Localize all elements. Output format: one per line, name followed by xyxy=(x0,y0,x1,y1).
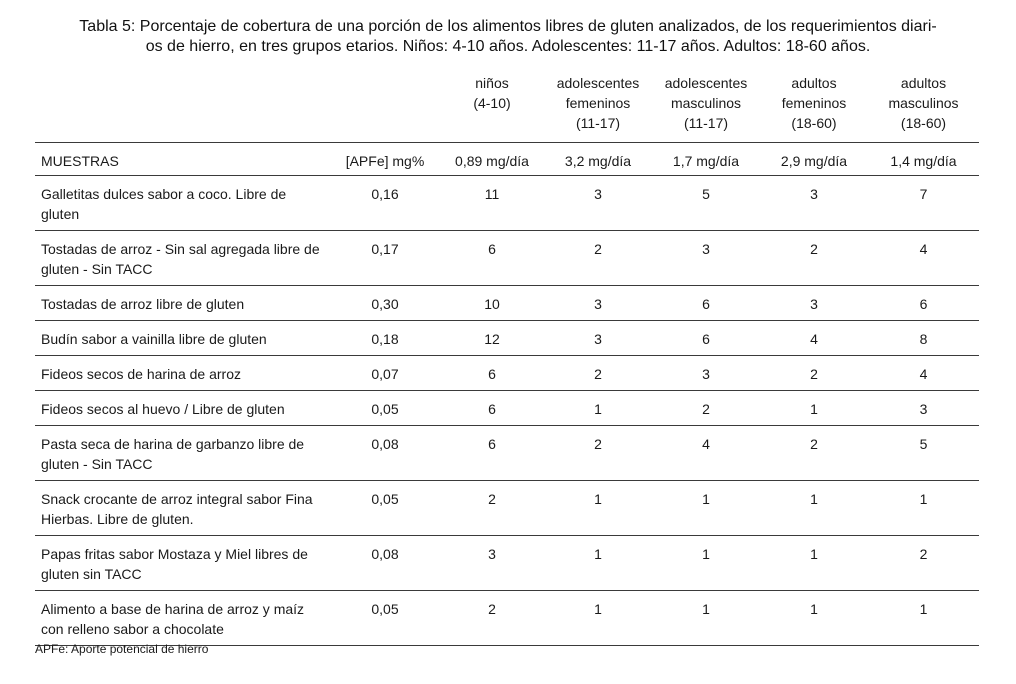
coverage-value: 2 xyxy=(760,231,868,286)
apfe-value: 0,30 xyxy=(330,286,440,321)
header-line: (18-60) xyxy=(791,115,837,131)
header-empty-apfe xyxy=(330,68,440,143)
table-row xyxy=(35,231,979,286)
coverage-value: 6 xyxy=(652,321,760,356)
header-line: masculinos xyxy=(670,95,742,111)
coverage-value: 1 xyxy=(544,591,652,646)
coverage-value: 2 xyxy=(760,356,868,391)
sample-name: Fideos secos de harina de arroz xyxy=(35,356,330,391)
header-adultos-masculinos xyxy=(868,68,979,143)
coverage-value: 4 xyxy=(652,426,760,481)
coverage-value: 1 xyxy=(652,591,760,646)
coverage-value: 4 xyxy=(868,356,979,391)
apfe-value: 0,18 xyxy=(330,321,440,356)
coverage-value: 2 xyxy=(544,231,652,286)
table-caption xyxy=(20,17,996,57)
header-line: adultos xyxy=(791,75,837,91)
coverage-value: 6 xyxy=(440,356,544,391)
coverage-value: 3 xyxy=(652,231,760,286)
header-line: niños xyxy=(475,75,509,91)
coverage-value: 2 xyxy=(868,536,979,591)
header-adultos-femeninos xyxy=(760,68,868,143)
header-empty xyxy=(35,68,330,143)
coverage-value: 1 xyxy=(760,536,868,591)
iron-coverage-table xyxy=(35,68,979,646)
header-line: masculinos xyxy=(888,95,959,111)
apfe-value: 0,05 xyxy=(330,591,440,646)
sample-name: Tostadas de arroz - Sin sal agregada libre de gluten - Sin TACC xyxy=(35,231,330,286)
table-row xyxy=(35,536,979,591)
data-rows xyxy=(35,176,979,646)
coverage-value: 7 xyxy=(868,176,979,231)
apfe-value: 0,05 xyxy=(330,391,440,426)
apfe-value: 0,17 xyxy=(330,231,440,286)
sample-name: Budín sabor a vainilla libre de gluten xyxy=(35,321,330,356)
coverage-value: 1 xyxy=(652,536,760,591)
sample-name: Fideos secos al huevo / Libre de gluten xyxy=(35,391,330,426)
header-line: femeninos xyxy=(781,95,847,111)
coverage-value: 6 xyxy=(652,286,760,321)
table-row xyxy=(35,391,979,426)
requirement-value: 1,4 mg/día xyxy=(868,143,979,176)
coverage-value: 4 xyxy=(760,321,868,356)
coverage-value: 6 xyxy=(868,286,979,321)
sample-name: Papas fritas sabor Mostaza y Miel libres de gluten sin TACC xyxy=(35,536,330,591)
coverage-value: 1 xyxy=(544,391,652,426)
coverage-value: 2 xyxy=(760,426,868,481)
header-line: adolescentes xyxy=(664,75,748,91)
footnote: APFe: Aporte potencial de hierro xyxy=(35,642,209,656)
coverage-value: 1 xyxy=(652,481,760,536)
table-row xyxy=(35,591,979,646)
header-adolescentes-masculinos xyxy=(652,68,760,143)
muestras-label: MUESTRAS xyxy=(35,143,330,176)
table-row xyxy=(35,176,979,231)
apfe-value: 0,16 xyxy=(330,176,440,231)
coverage-value: 1 xyxy=(868,591,979,646)
coverage-value: 5 xyxy=(652,176,760,231)
header-line: femeninos xyxy=(565,95,631,111)
coverage-value: 3 xyxy=(544,176,652,231)
coverage-value: 2 xyxy=(544,426,652,481)
header-line: (4-10) xyxy=(473,95,511,111)
coverage-value: 1 xyxy=(868,481,979,536)
coverage-value: 3 xyxy=(440,536,544,591)
sample-name: Pasta seca de harina de garbanzo libre de gluten - Sin TACC xyxy=(35,426,330,481)
sample-name: Alimento a base de harina de arroz y maíz con relleno sabor a chocolate xyxy=(35,591,330,646)
coverage-value: 2 xyxy=(440,591,544,646)
sample-name: Galletitas dulces sabor a coco. Libre de gluten xyxy=(35,176,330,231)
coverage-value: 3 xyxy=(760,176,868,231)
coverage-value: 1 xyxy=(760,591,868,646)
header-line: (11-17) xyxy=(683,115,729,131)
header-line: (18-60) xyxy=(900,115,947,131)
coverage-value: 11 xyxy=(440,176,544,231)
apfe-value: 0,08 xyxy=(330,426,440,481)
apfe-value: 0,08 xyxy=(330,536,440,591)
caption-text: Tabla 5: Porcentaje de cobertura de una porción de los alimentos libres de gluten analizados, de los requerimientos diari- os de hierro, en tres grupos etarios. Niños: 4-10 años. Adolescentes: 11-17 años. Adultos: 18-60 años. xyxy=(79,18,937,55)
units-row xyxy=(35,143,979,176)
table-row xyxy=(35,356,979,391)
header-ninos xyxy=(440,68,544,143)
apfe-unit: [APFe] mg% xyxy=(330,143,440,176)
table-row xyxy=(35,426,979,481)
coverage-value: 1 xyxy=(760,391,868,426)
coverage-value: 6 xyxy=(440,391,544,426)
header-row xyxy=(35,68,979,143)
coverage-value: 10 xyxy=(440,286,544,321)
coverage-value: 1 xyxy=(544,481,652,536)
header-line: (11-17) xyxy=(575,115,621,131)
apfe-value: 0,07 xyxy=(330,356,440,391)
coverage-value: 3 xyxy=(544,321,652,356)
table-row xyxy=(35,321,979,356)
coverage-value: 1 xyxy=(544,536,652,591)
coverage-value: 5 xyxy=(868,426,979,481)
requirement-value: 0,89 mg/día xyxy=(440,143,544,176)
coverage-value: 6 xyxy=(440,426,544,481)
coverage-value: 6 xyxy=(440,231,544,286)
coverage-value: 1 xyxy=(760,481,868,536)
table-row xyxy=(35,286,979,321)
sample-name: Snack crocante de arroz integral sabor Fina Hierbas. Libre de gluten. xyxy=(35,481,330,536)
coverage-value: 4 xyxy=(868,231,979,286)
coverage-value: 12 xyxy=(440,321,544,356)
coverage-value: 3 xyxy=(868,391,979,426)
coverage-value: 3 xyxy=(760,286,868,321)
coverage-value: 3 xyxy=(544,286,652,321)
requirement-value: 2,9 mg/día xyxy=(760,143,868,176)
header-line: adolescentes xyxy=(556,75,640,91)
requirement-value: 3,2 mg/día xyxy=(544,143,652,176)
requirement-value: 1,7 mg/día xyxy=(652,143,760,176)
header-line: adultos xyxy=(900,75,947,91)
table-row xyxy=(35,481,979,536)
coverage-value: 2 xyxy=(440,481,544,536)
coverage-value: 8 xyxy=(868,321,979,356)
coverage-value: 2 xyxy=(544,356,652,391)
apfe-value: 0,05 xyxy=(330,481,440,536)
coverage-value: 2 xyxy=(652,391,760,426)
sample-name: Tostadas de arroz libre de gluten xyxy=(35,286,330,321)
coverage-value: 3 xyxy=(652,356,760,391)
header-adolescentes-femeninos xyxy=(544,68,652,143)
